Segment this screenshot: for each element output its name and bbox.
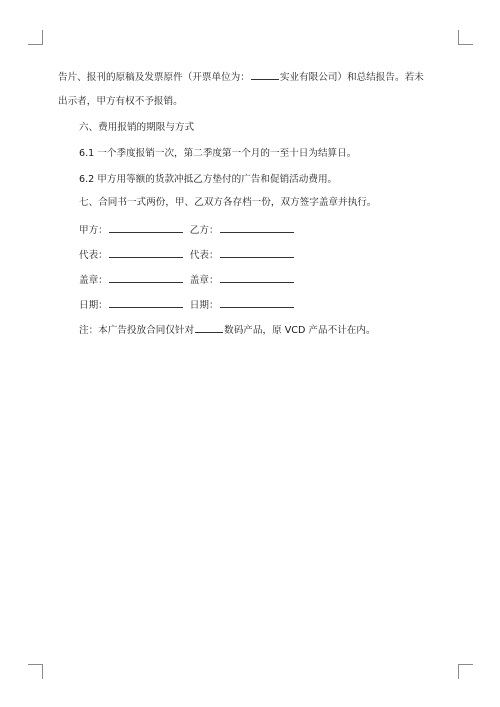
text-segment: 实业有限公司）和总结报告。若未	[279, 72, 424, 83]
text-segment: 注：本广告投放合同仅针对	[79, 325, 195, 336]
section-7-heading: 七、合同书一式两份，甲、乙双方各存档一份，双方签字盖章并执行。	[79, 197, 377, 208]
blank-date-b	[220, 297, 294, 308]
label-rep-b: 代表：	[189, 250, 219, 261]
blank-product-brand	[195, 322, 223, 333]
section-6-item-2: 6.2 甲方用等额的货款冲抵乙方垫付的广告和促销活动费用。	[79, 174, 338, 185]
blank-seal-a	[109, 272, 183, 283]
label-party-b: 乙方：	[189, 225, 219, 236]
label-seal-b: 盖章：	[189, 275, 219, 286]
blank-party-a	[109, 222, 183, 233]
signature-row-representative	[79, 247, 448, 263]
label-date-a: 日期：	[79, 300, 108, 311]
crop-mark-bottom-right	[458, 664, 473, 679]
blank-date-a	[109, 297, 183, 308]
signature-row-seal	[79, 272, 448, 288]
blank-rep-a	[109, 247, 183, 258]
blank-party-b	[220, 222, 294, 233]
signature-row-party	[79, 222, 448, 238]
section-6-heading: 六、费用报销的期限与方式	[79, 122, 195, 133]
signature-row-date	[79, 297, 448, 313]
blank-rep-b	[220, 247, 294, 258]
label-seal-a: 盖章：	[79, 275, 108, 286]
text-segment: 数码产品，原 VCD 产品不计在内。	[224, 325, 376, 336]
crop-mark-top-left	[28, 30, 43, 45]
text-segment: 告片、报刊的原稿及发票原件（开票单位为：	[58, 72, 250, 83]
label-date-b: 日期：	[189, 300, 219, 311]
paragraph-invoice-line-1	[58, 69, 448, 85]
label-rep-a: 代表：	[79, 250, 108, 261]
paragraph-invoice-line-2: 出示者，甲方有权不予报销。	[58, 96, 183, 107]
label-party-a: 甲方：	[79, 225, 108, 236]
section-6-item-1: 6.1 一个季度报销一次，第二季度第一个月的一至十日为结算日。	[79, 148, 357, 159]
blank-seal-b	[220, 272, 294, 283]
crop-mark-bottom-left	[28, 664, 43, 679]
note-line	[79, 322, 448, 338]
crop-mark-top-right	[458, 30, 473, 45]
blank-invoice-company	[251, 69, 279, 80]
